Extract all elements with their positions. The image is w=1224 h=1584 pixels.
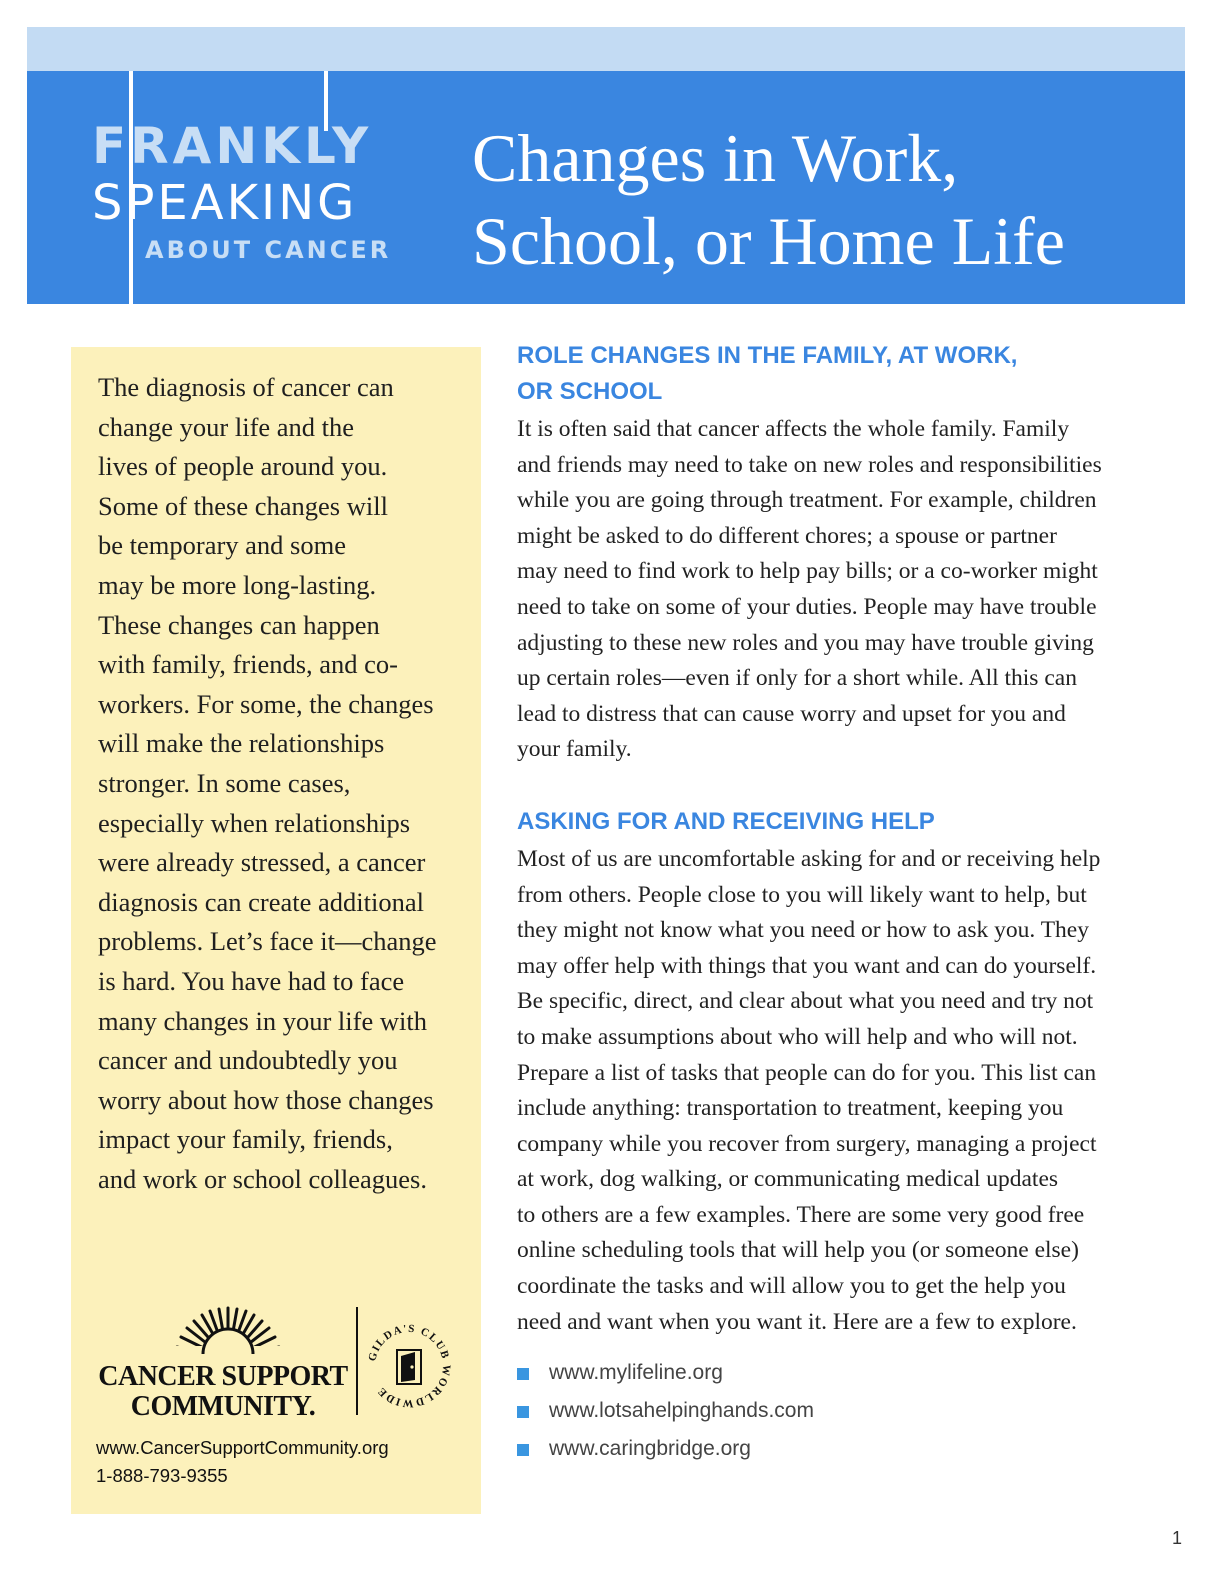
intro-line: stronger. In some cases,: [98, 767, 351, 798]
intro-line: problems. Let’s face it—change: [98, 926, 437, 957]
paragraph-line: coordinate the tasks and will allow you to get the help you: [517, 1273, 1066, 1300]
phone-number: 1-888-793-9355: [96, 1465, 228, 1486]
intro-line: is hard. You have had to face: [98, 965, 405, 996]
intro-line: will make the relationships: [98, 728, 385, 759]
intro-line: may be more long-lasting.: [98, 569, 377, 600]
gildas-club-seal-icon: [363, 1320, 455, 1412]
intro-line: diagnosis can create additional: [98, 886, 424, 917]
intro-line: change your life and the: [98, 411, 355, 442]
logo-divider: [356, 1307, 358, 1415]
intro-text: [98, 368, 478, 1199]
page-title-line-1: Changes in Work,: [472, 120, 959, 196]
role-changes-paragraph: [517, 412, 1147, 768]
paragraph-line: to others are a few examples. There are some very good free: [517, 1201, 1085, 1228]
intro-line: cancer and undoubtedly you: [98, 1045, 398, 1076]
paragraph-line: include anything: transportation to treatment, keeping you: [517, 1095, 1064, 1122]
resource-link-mylifeline[interactable]: www.mylifeline.org: [549, 1361, 723, 1385]
section-heading-role-changes: [517, 338, 1147, 410]
organization-name: [93, 1362, 353, 1422]
sunburst-icon: [168, 1302, 288, 1364]
header-banner: [27, 71, 1185, 304]
paragraph-line: company while you recover from surgery, managing a project: [517, 1130, 1097, 1157]
list-item: [517, 1392, 1147, 1430]
intro-line: with family, friends, and co-: [98, 649, 399, 680]
resource-link-list: [517, 1354, 1147, 1468]
asking-for-help-paragraph: [517, 842, 1147, 1340]
intro-line: lives of people around you.: [98, 451, 388, 482]
intro-line: impact your family, friends,: [98, 1124, 393, 1155]
intro-sidebar: [71, 347, 481, 1514]
intro-line: especially when relationships: [98, 807, 411, 838]
paragraph-line: your family.: [517, 736, 632, 763]
frankly-speaking-logo: [27, 71, 427, 304]
paragraph-line: from others. People close to you will likely want to help, but: [517, 881, 1087, 908]
organization-name-line-1: CANCER SUPPORT: [98, 1361, 348, 1392]
paragraph-line: It is often said that cancer affects the whole family. Family: [517, 416, 1070, 442]
heading-line: ROLE CHANGES IN THE FAMILY, AT WORK,: [517, 342, 1018, 369]
list-item: [517, 1430, 1147, 1468]
paragraph-line: and friends may need to take on new roles and responsibilities: [517, 451, 1102, 478]
bullet-square-icon: [517, 1406, 529, 1418]
intro-line: Some of these changes will: [98, 490, 388, 521]
intro-line: These changes can happen: [98, 609, 380, 640]
website-link[interactable]: www.CancerSupportCommunity.org: [96, 1437, 389, 1458]
resource-link-lotsahelpinghands[interactable]: www.lotsahelpinghands.com: [549, 1399, 814, 1423]
cancer-support-community-logo: [93, 1302, 458, 1422]
intro-line: The diagnosis of cancer can: [98, 372, 394, 402]
paragraph-line: need and want when you want it. Here are a few to explore.: [517, 1308, 1077, 1335]
paragraph-line: Most of us are uncomfortable asking for and or receiving help: [517, 845, 1101, 872]
svg-text:GILDA'S CLUB WORLDWIDE: GILDA'S CLUB WORLDWIDE: [366, 1322, 453, 1410]
intro-line: worry about how those changes: [98, 1084, 434, 1115]
paragraph-line: online scheduling tools that will help you (or someone else): [517, 1237, 1079, 1264]
paragraph-line: they might not know what you need or how to ask you. They: [517, 917, 1089, 944]
heading-line: OR SCHOOL: [517, 378, 663, 405]
bullet-square-icon: [517, 1444, 529, 1456]
page-title-line-2: School, or Home Life: [472, 203, 1065, 279]
organization-name-line-2: COMMUNITY.: [130, 1391, 316, 1422]
paragraph-line: might be asked to do different chores; a spouse or partner: [517, 522, 1057, 549]
logo-line-about-cancer: ABOUT CANCER: [145, 236, 392, 264]
paragraph-line: Prepare a list of tasks that people can do for you. This list can: [517, 1059, 1097, 1086]
bullet-square-icon: [517, 1368, 529, 1380]
intro-line: many changes in your life with: [98, 1005, 427, 1036]
page-number: 1: [1172, 1528, 1183, 1548]
intro-line: be temporary and some: [98, 530, 346, 561]
main-content: [517, 338, 1147, 1468]
paragraph-line: at work, dog walking, or communicating medical updates: [517, 1166, 1059, 1193]
paragraph-line: to make assumptions about who will help and who will not.: [517, 1023, 1078, 1050]
paragraph-line: lead to distress that can cause worry and upset for you and: [517, 700, 1066, 727]
paragraph-line: need to take on some of your duties. People may have trouble: [517, 593, 1097, 620]
intro-line: and work or school colleagues.: [98, 1163, 427, 1194]
intro-line: workers. For some, the changes: [98, 688, 434, 719]
paragraph-line: may need to find work to help pay bills; or a co-worker might: [517, 558, 1098, 585]
paragraph-line: while you are going through treatment. For example, children: [517, 487, 1097, 514]
paragraph-line: may offer help with things that you want and can do yourself.: [517, 952, 1097, 979]
intro-line: were already stressed, a cancer: [98, 847, 426, 878]
contact-info: [96, 1434, 389, 1490]
top-band: [27, 27, 1185, 71]
paragraph-line: adjusting to these new roles and you may have trouble giving: [517, 629, 1094, 656]
resource-link-caringbridge[interactable]: www.caringbridge.org: [549, 1437, 751, 1461]
section-heading-asking-for-help: ASKING FOR AND RECEIVING HELP: [517, 807, 935, 835]
paragraph-line: Be specific, direct, and clear about what you need and try not: [517, 988, 1094, 1015]
paragraph-line: up certain roles—even if only for a short while. All this can: [517, 665, 1077, 692]
page-title: [472, 117, 1065, 283]
logo-line-speaking: SPEAKING: [92, 175, 358, 231]
logo-line-frankly: FRANKLY: [92, 117, 373, 175]
list-item: [517, 1354, 1147, 1392]
